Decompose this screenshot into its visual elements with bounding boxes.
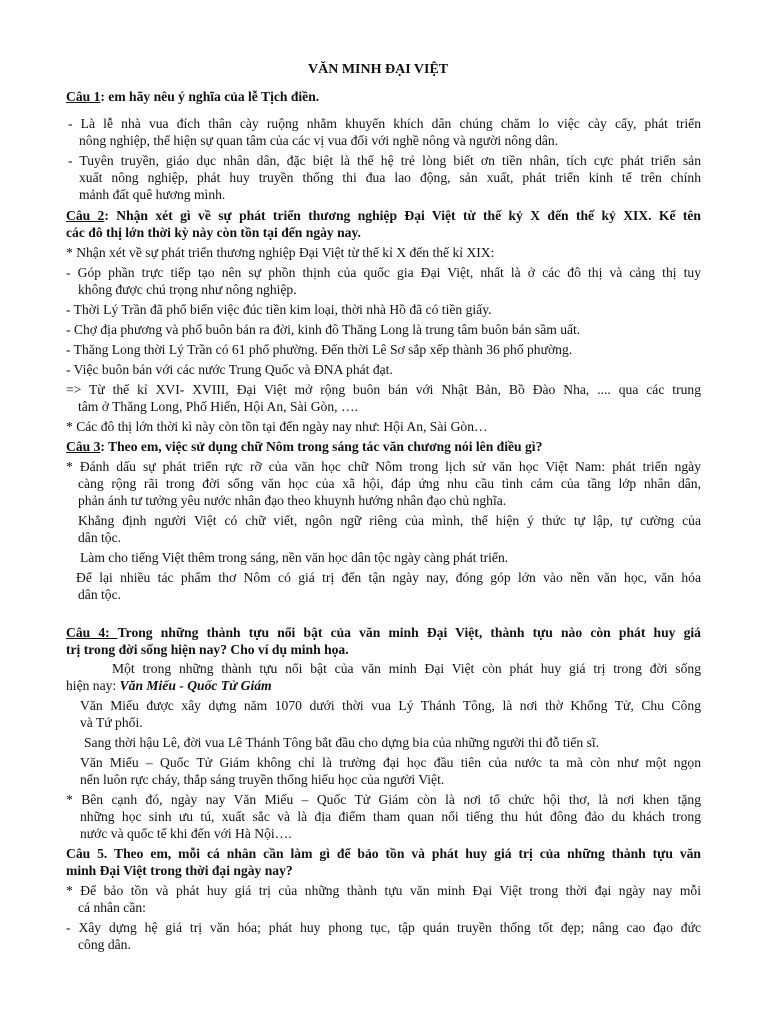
answer-text: Sang thời hậu Lê, đời vua Lê Thánh Tông bắt đầu cho dựng bia của những người thi đỗ tiến sĩ. (84, 735, 600, 750)
answer-text: và Tứ phối. (80, 715, 143, 730)
answer-text: công dân. (78, 937, 131, 952)
answer-text (66, 677, 272, 694)
answer-text: - Chợ địa phương và phố buôn bán ra đời, kinh đô Thăng Long là trung tâm buôn bán sầm uất. (66, 322, 581, 337)
question-3 (66, 438, 542, 455)
answer-text: dân tộc. (78, 530, 122, 545)
answer-text: - Việc buôn bán với các nước Trung Quốc và ĐNA phát đạt. (66, 362, 393, 377)
answer-text: Để lại nhiều tác phẩm thơ Nôm có giá trị đến tận ngày nay, đóng góp lớn vào nền văn học, văn hóa (76, 570, 701, 585)
answer-text: nông nghiệp, thể hiện sự quan tâm của các vị vua đối với nghề nông và người nông dân. (79, 133, 559, 148)
answer-text: càng rộng rãi trong đời sống văn học của xã hội, đáp ứng nhu cầu tình cảm của tầng lớp nhân dân, (78, 476, 701, 491)
answer-text: * Bên cạnh đó, ngày nay Văn Miếu – Quốc Tử Giám còn là nơi tổ chức hội thơ, là nơi khen tặng (66, 792, 701, 807)
answer-text: không được chú trọng như nông nghiệp. (78, 282, 297, 297)
answer-text: nến luôn rực cháy, thắp sáng truyền thống hiếu học của người Việt. (80, 772, 445, 787)
answer-text: dân tộc. (78, 587, 122, 602)
question-2-label: Câu 2 (66, 208, 105, 223)
answer-text: mảnh đất quê hương mình. (79, 187, 226, 202)
answer-text: phản ánh tư tưởng yêu nước nhân đạo theo khuynh hướng nhân đạo chủ nghĩa. (78, 493, 507, 508)
question-1-label: Câu 1 (66, 89, 101, 104)
question-4-text: Trong những thành tựu nổi bật của văn minh Đại Việt, thành tựu nào còn phát huy giá (117, 625, 701, 640)
page-title: VĂN MINH ĐẠI VIỆT (308, 62, 449, 77)
answer-text: những học sinh ưu tú, xuất sắc và là địa điểm tham quan nổi tiếng thu hút đông đảo du khách trong (80, 809, 701, 824)
answer-text: cá nhân cần: (78, 900, 146, 915)
answer-text: - Tuyên truyền, giáo dục nhân dân, đặc biệt là thế hệ trẻ lòng biết ơn tiền nhân, tích cực phát triển sản (68, 153, 701, 168)
question-1-text: : em hãy nêu ý nghĩa của lễ Tịch điền. (100, 89, 320, 104)
answer-text: * Đánh dấu sự phát triển rực rỡ của văn học chữ Nôm trong lịch sử văn học Việt Nam: phát triển ngày (66, 459, 701, 474)
answer-text: - Thời Lý Trần đã phổ biến việc đúc tiền kim loại, thời nhà Hồ đã có tiền giấy. (66, 302, 492, 317)
answer-text: Văn Miếu – Quốc Tử Giám không chỉ là trường đại học đầu tiên của nước ta mà còn như một ngọn (80, 755, 701, 770)
question-3-label: Câu 3 (66, 439, 101, 454)
highlight-vanmieu: Văn Miếu - Quốc Tử Giám (119, 678, 272, 693)
answer-text: nước và quốc tế khi đến với Hà Nội…. (80, 826, 292, 841)
question-4 (66, 624, 701, 641)
answer-text: - Là lễ nhà vua đích thân cày ruộng nhằm khuyến khích dân chúng chăm lo việc cày cấy, phát triển (68, 116, 701, 131)
question-2-text: các đô thị lớn thời kỳ này còn tồn tại đến ngày nay. (66, 225, 361, 240)
answer-text: - Thăng Long thời Lý Trần có 61 phố phường. Đến thời Lê Sơ sắp xếp thành 36 phố phường. (66, 342, 573, 357)
answer-text: Văn Miếu được xây dựng năm 1070 dưới thời vua Lý Thánh Tông, là nơi thờ Khổng Tử, Chu Công (80, 698, 701, 713)
question-2-text: : Nhận xét gì về sự phát triển thương nghiệp Đại Việt từ thế kỷ X đến thế kỷ XIX. Kể tên (104, 208, 701, 223)
answer-text: * Để bảo tồn và phát huy giá trị của những thành tựu văn minh Đại Việt trong thời đại ngày nay mỗi (66, 883, 701, 898)
question-4-label: Câu 4: (66, 625, 118, 640)
question-2 (66, 207, 701, 224)
answer-text-prefix: hiện nay: (66, 678, 120, 693)
answer-text: Khẳng định người Việt có chữ viết, ngôn ngữ riêng của mình, thể hiện ý thức tự lập, tự cường của (78, 513, 701, 528)
answer-text: Làm cho tiếng Việt thêm trong sáng, nền văn học dân tộc ngày càng phát triển. (80, 550, 509, 565)
answer-text: Một trong những thành tựu nổi bật của văn minh Đại Việt còn phát huy giá trị trong đời sống (112, 661, 701, 676)
answer-text: * Các đô thị lớn thời kì này còn tồn tại đến ngày nay như: Hội An, Sài Gòn… (66, 419, 488, 434)
question-3-text: : Theo em, việc sử dụng chữ Nôm trong sáng tác văn chương nói lên điều gì? (100, 439, 543, 454)
question-5: Câu 5. Theo em, mỗi cá nhân cần làm gì để bảo tồn và phát huy giá trị của những thành tựu văn (66, 846, 701, 861)
answer-text: * Nhận xét về sự phát triển thương nghiệp Đại Việt từ thế kỉ X đến thế kỉ XIX: (66, 245, 495, 260)
answer-text: xuất nông nghiệp, phát huy truyền thống thi đua lao động, sản xuất, phát triển kinh tế trên chính (79, 170, 701, 185)
answer-text: => Từ thế kỉ XVI- XVIII, Đại Việt mở rộng buôn bán với Nhật Bản, Bồ Đào Nha, .... qua các trung (66, 382, 701, 397)
question-1 (66, 88, 319, 105)
answer-text: - Góp phần trực tiếp tạo nên sự phồn thịnh của quốc gia Đại Việt, nhất là ở các đô thị và cảng thị tuy (66, 265, 701, 280)
question-5-text: minh Đại Việt trong thời đại ngày nay? (66, 863, 293, 878)
answer-text: - Xây dựng hệ giá trị văn hóa; phát huy phong tục, tập quán truyền thống tốt đẹp; nâng cao đạo đức (66, 920, 701, 935)
answer-text: tâm ở Thăng Long, Phố Hiến, Hội An, Sài Gòn, …. (78, 399, 358, 414)
question-4-text: trị trong đời sống hiện nay? Cho ví dụ minh họa. (66, 642, 349, 657)
